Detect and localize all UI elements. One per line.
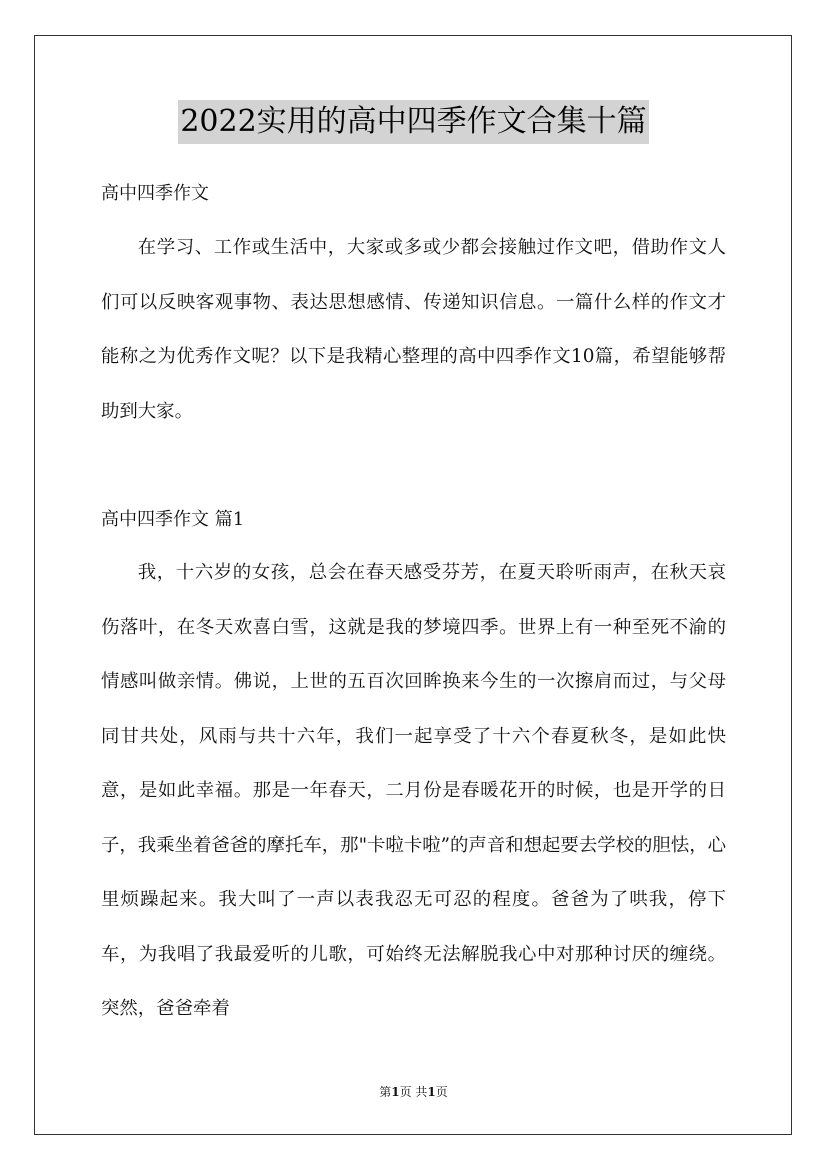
document-title: 2022实用的高中四季作文合集十篇	[178, 100, 648, 144]
footer-mid: 页 共	[399, 1085, 428, 1099]
intro-heading: 高中四季作文	[101, 183, 209, 204]
footer-suffix: 页	[435, 1085, 448, 1099]
section-heading: 高中四季作文 篇1	[101, 509, 245, 530]
footer-page-total: 1	[427, 1085, 436, 1099]
footer-page-current: 1	[391, 1085, 400, 1099]
title-wrapper	[0, 100, 827, 144]
intro-paragraph: 在学习、工作或生活中，大家或多或少都会接触过作文吧，借助作文人们可以反映客观事物、表达思想感情、传递知识信息。一篇什么样的作文才能称之为优秀作文呢？以下是我精心整理的高中四季作文10篇，希望能够帮助到大家。	[101, 237, 726, 422]
section-paragraph: 我，十六岁的女孩，总会在春天感受芬芳，在夏天聆听雨声，在秋天哀伤落叶，在冬天欢喜白雪，这就是我的梦境四季。世界上有一种至死不渝的情感叫做亲情。佛说，上世的五百次回眸换来今生的一次擦肩而过，与父母同甘共处，风雨与共十六年，我们一起享受了十六个春夏秋冬，是如此快意，是如此幸福。那是一年春天，二月份是春暖花开的时候，也是开学的日子，我乘坐着爸爸的摩托车，那"卡啦卡啦”的声音和想起要去学校的胆怯，心里烦躁起来。我大叫了一声以表我忍无可忍的程度。爸爸为了哄我，停下车，为我唱了我最爱听的儿歌，可始终无法解脱我心中对那种讨厌的缠绕。突然，爸爸牵着	[101, 562, 726, 1019]
page-footer	[0, 1084, 827, 1100]
footer-prefix: 第	[379, 1085, 392, 1099]
